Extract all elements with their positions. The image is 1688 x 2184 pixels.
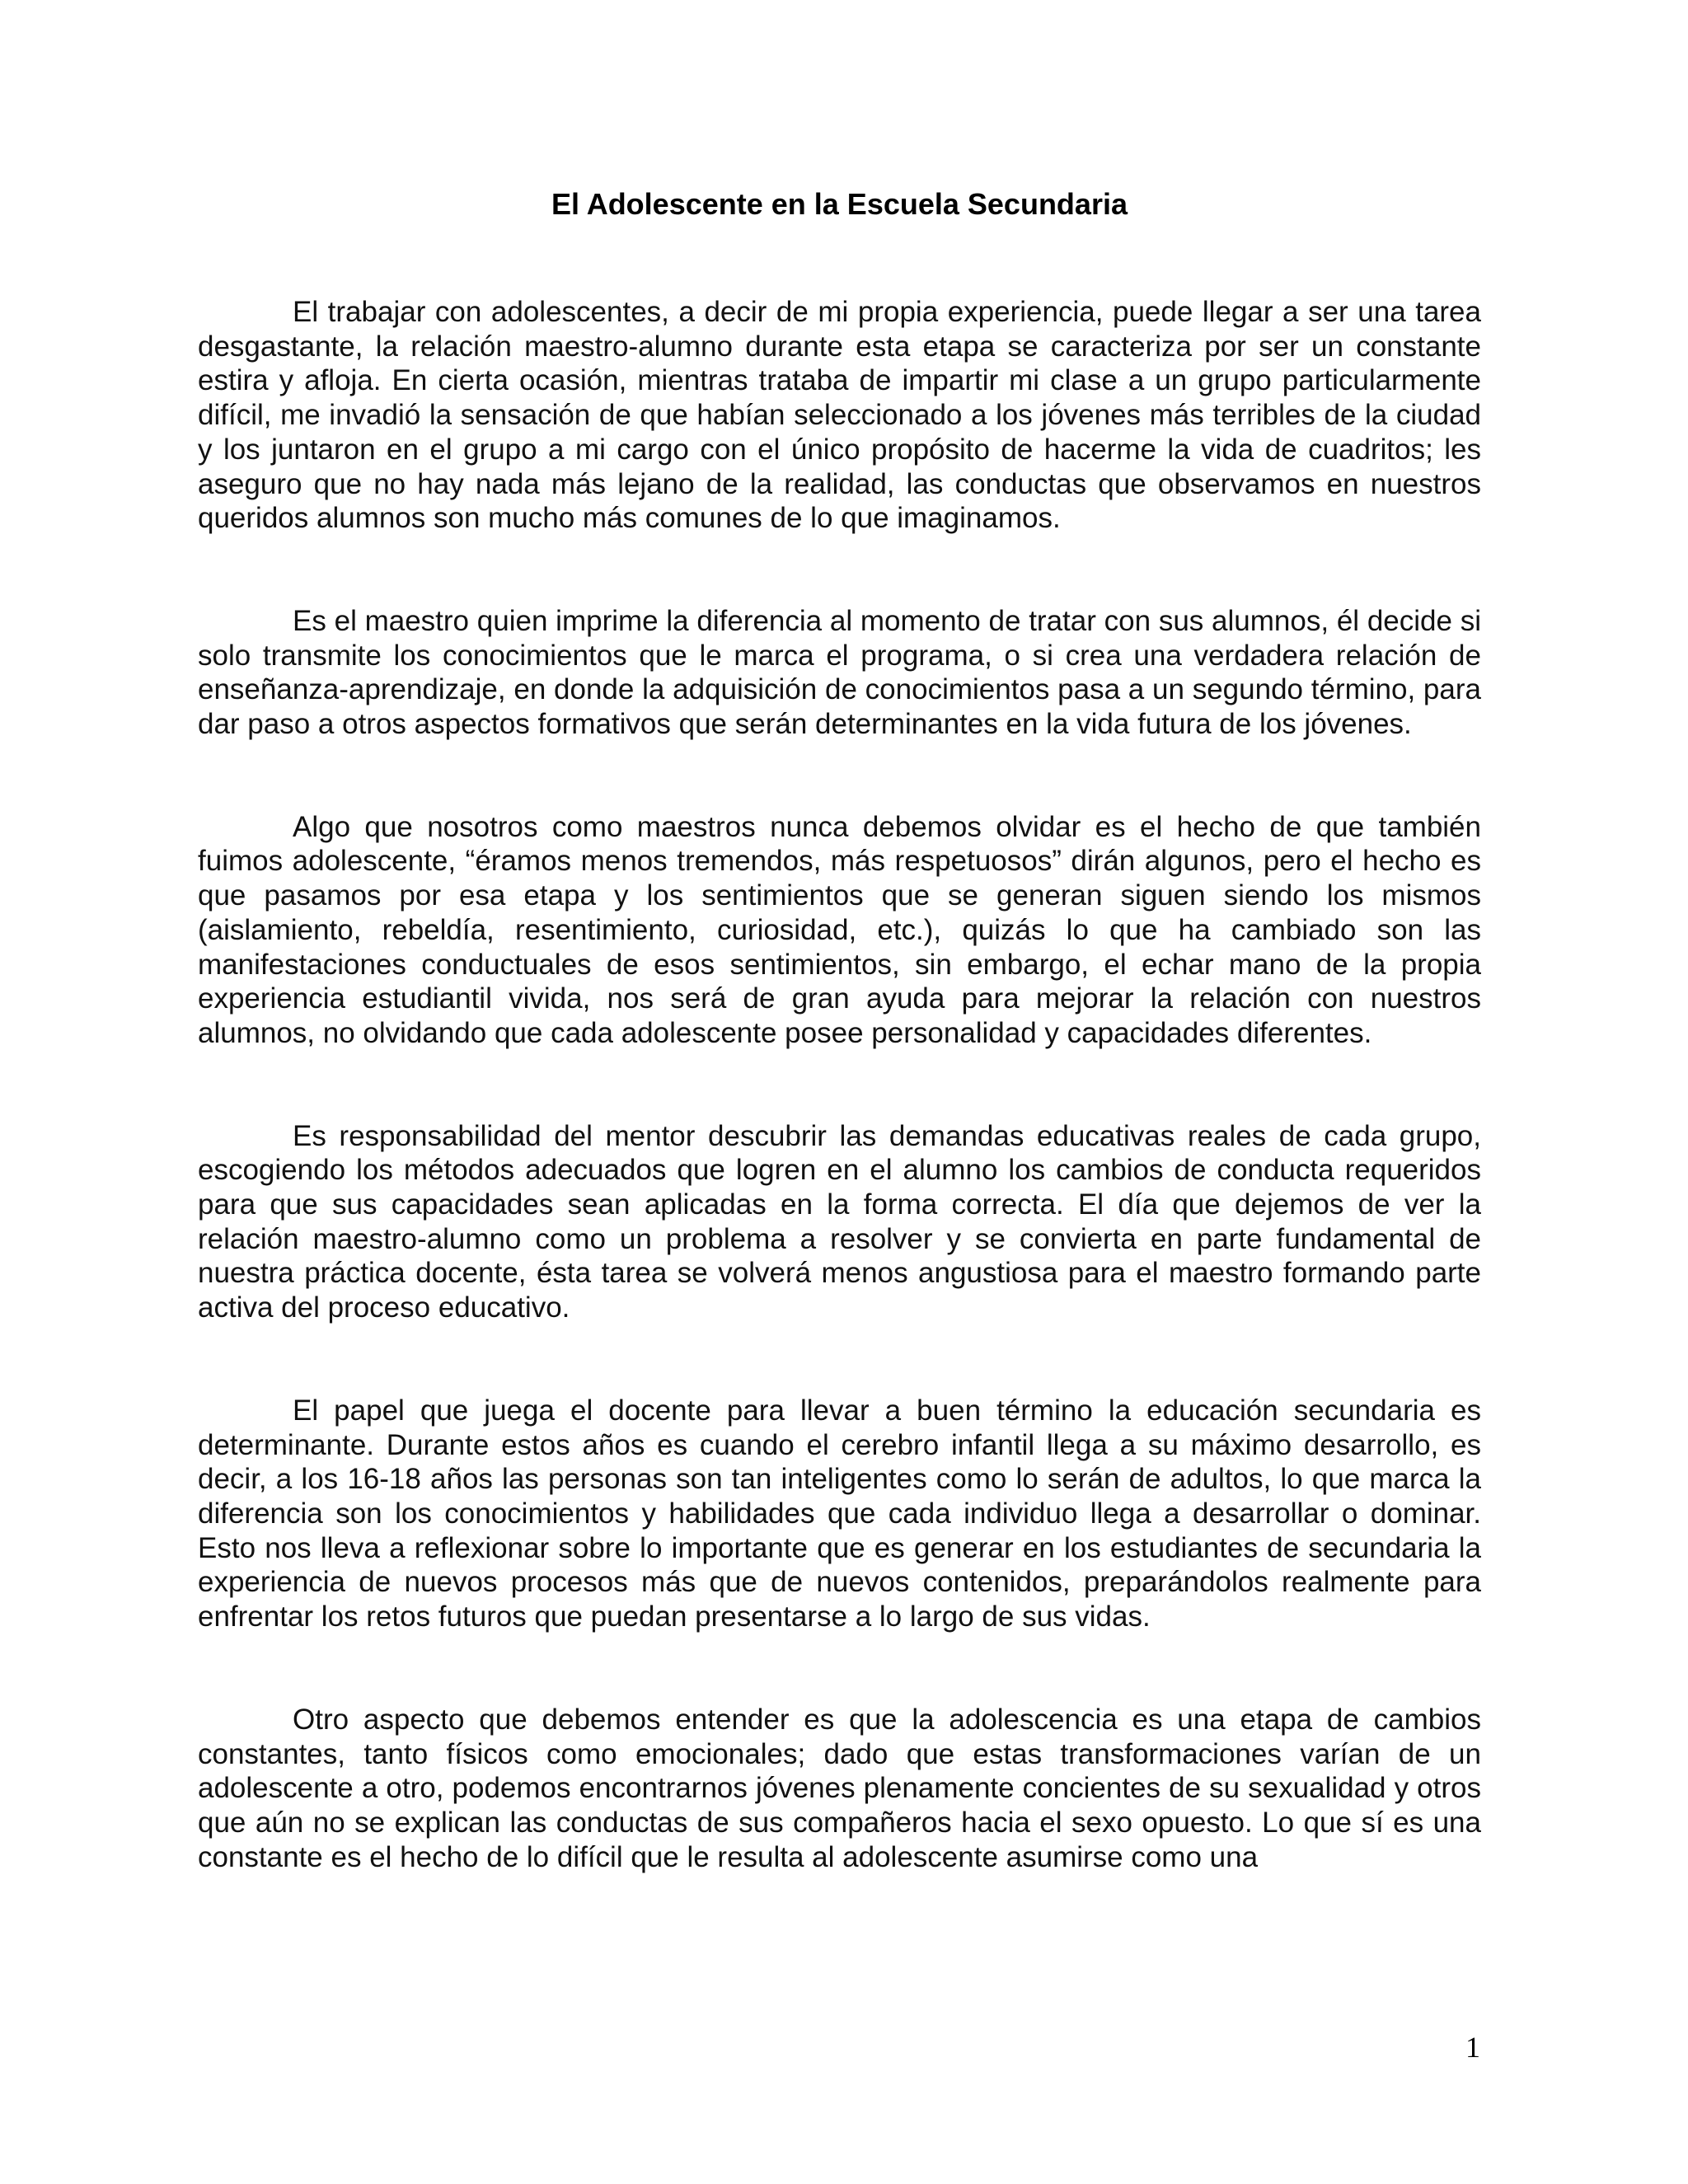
- document-body: [198, 295, 1481, 1943]
- paragraph: Algo que nosotros como maestros nunca debemos olvidar es el hecho de que también fuimos adolescente, “éramos menos tremendos, más respetuosos” dirán algunos, pero el hecho es que pasamos por esa etapa y los sentimientos que se generan siguen siendo los mismos (aislamiento, rebeldía, resentimiento, curiosidad, etc.), quizás lo que ha cambiado son las manifestaciones conductuales de esos sentimientos, sin embargo, el echar mano de la propia experiencia estudiantil vivida, nos será de gran ayuda para mejorar la relación con nuestros alumnos, no olvidando que cada adolescente posee personalidad y capacidades diferentes.: [198, 810, 1481, 1049]
- paragraph: El papel que juega el docente para llevar a buen término la educación secundaria es determinante. Durante estos años es cuando el cerebro infantil llega a su máximo desarrollo, es decir, a los 16-18 años las personas son tan inteligentes como lo serán de adultos, lo que marca la diferencia son los conocimientos y habilidades que cada individuo llega a desarrollar o dominar. Esto nos lleva a reflexionar sobre lo importante que es generar en los estudiantes de secundaria la experiencia de nuevos procesos más que de nuevos contenidos, preparándolos realmente para enfrentar los retos futuros que puedan presentarse a lo largo de sus vidas.: [198, 1394, 1481, 1633]
- paragraph: Es el maestro quien imprime la diferencia al momento de tratar con sus alumnos, él decide si solo transmite los conocimientos que le marca el programa, o si crea una verdadera relación de enseñanza-aprendizaje, en donde la adquisición de conocimientos pasa a un segundo término, para dar paso a otros aspectos formativos que serán determinantes en la vida futura de los jóvenes.: [198, 604, 1481, 741]
- paragraph: Es responsabilidad del mentor descubrir las demandas educativas reales de cada grupo, escogiendo los métodos adecuados que logren en el alumno los cambios de conducta requeridos para que sus capacidades sean aplicadas en la forma correcta. El día que dejemos de ver la relación maestro-alumno como un problema a resolver y se convierta en parte fundamental de nuestra práctica docente, ésta tarea se volverá menos angustiosa para el maestro formando parte activa del proceso educativo.: [198, 1119, 1481, 1324]
- page-number: 1: [1465, 2031, 1480, 2064]
- paragraph: Otro aspecto que debemos entender es que la adolescencia es una etapa de cambios constantes, tanto físicos como emocionales; dado que estas transformaciones varían de un adolescente a otro, podemos encontrarnos jóvenes plenamente concientes de su sexualidad y otros que aún no se explican las conductas de sus compañeros hacia el sexo opuesto. Lo que sí es una constante es el hecho de lo difícil que le resulta al adolescente asumirse como una: [198, 1703, 1481, 1873]
- paragraph: El trabajar con adolescentes, a decir de mi propia experiencia, puede llegar a ser una tarea desgastante, la relación maestro-alumno durante esta etapa se caracteriza por ser un constante estira y afloja. En cierta ocasión, mientras trataba de impartir mi clase a un grupo particularmente difícil, me invadió la sensación de que habían seleccionado a los jóvenes más terribles de la ciudad y los juntaron en el grupo a mi cargo con el único propósito de hacerme la vida de cuadritos; les aseguro que no hay nada más lejano de la realidad, las conductas que observamos en nuestros queridos alumnos son mucho más comunes de lo que imaginamos.: [198, 296, 1481, 535]
- document-title: El Adolescente en la Escuela Secundaria: [551, 187, 1128, 221]
